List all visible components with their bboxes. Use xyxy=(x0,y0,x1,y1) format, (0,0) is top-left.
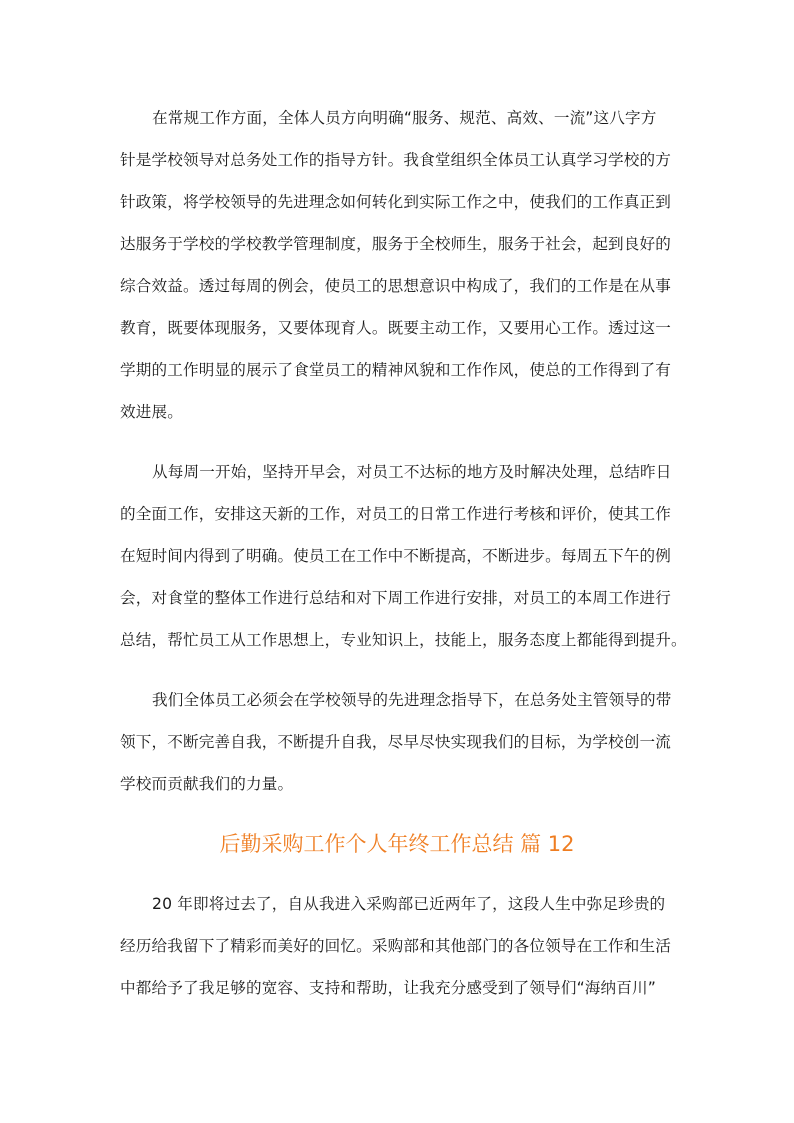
paragraph-line: 针是学校领导对总务处工作的指导方针。我食堂组织全体员工认真学习学校的方 xyxy=(120,151,672,169)
paragraph-line: 在常规工作方面，全体人员方向明确“服务、规范、高效、一流”这八字方 xyxy=(152,109,657,127)
paragraph-line: 学期的工作明显的展示了食堂员工的精神风貌和工作作风，使总的工作得到了有 xyxy=(120,361,672,379)
paragraph-line: 学校而贡献我们的力量。 xyxy=(120,775,294,793)
paragraph-line: 教育，既要体现服务，又要体现育人。既要主动工作，又要用心工作。透过这一 xyxy=(120,319,672,337)
paragraph-line: 达服务于学校的学校教学管理制度，服务于全校师生，服务于社会，起到良好的 xyxy=(120,235,672,253)
section-heading: 后勤采购工作个人年终工作总结 篇 12 xyxy=(219,832,575,856)
paragraph-line: 中都给予了我足够的宽容、支持和帮助，让我充分感受到了领导们“海纳百川” xyxy=(120,979,657,997)
paragraph-line: 会，对食堂的整体工作进行总结和对下周工作进行安排，对员工的本周工作进行 xyxy=(120,589,672,607)
paragraph-line: 针政策，将学校领导的先进理念如何转化到实际工作之中，使我们的工作真正到 xyxy=(120,193,672,211)
paragraph-line: 总结，帮忙员工从工作思想上，专业知识上，技能上，服务态度上都能得到提升。 xyxy=(120,631,687,649)
paragraph-line: 从每周一开始，坚持开早会，对员工不达标的地方及时解决处理，总结昨日 xyxy=(152,463,672,481)
paragraph-line: 20 年即将过去了，自从我进入采购部已近两年了，这段人生中弥足珍贵的 xyxy=(152,895,666,913)
paragraph-line: 效进展。 xyxy=(120,403,183,421)
paragraph-line: 领下，不断完善自我，不断提升自我，尽早尽快实现我们的目标，为学校创一流 xyxy=(120,733,672,751)
paragraph-line: 综合效益。透过每周的例会，使员工的思想意识中构成了，我们的工作是在从事 xyxy=(120,277,672,295)
paragraph-line: 我们全体员工必须会在学校领导的先进理念指导下，在总务处主管领导的带 xyxy=(152,691,672,709)
paragraph-line: 在短时间内得到了明确。使员工在工作中不断提高，不断进步。每周五下午的例 xyxy=(120,547,672,565)
paragraph-line: 经历给我留下了精彩而美好的回忆。采购部和其他部门的各位领导在工作和生活 xyxy=(120,937,672,955)
paragraph-line: 的全面工作，安排这天新的工作，对员工的日常工作进行考核和评价，使其工作 xyxy=(120,505,672,523)
